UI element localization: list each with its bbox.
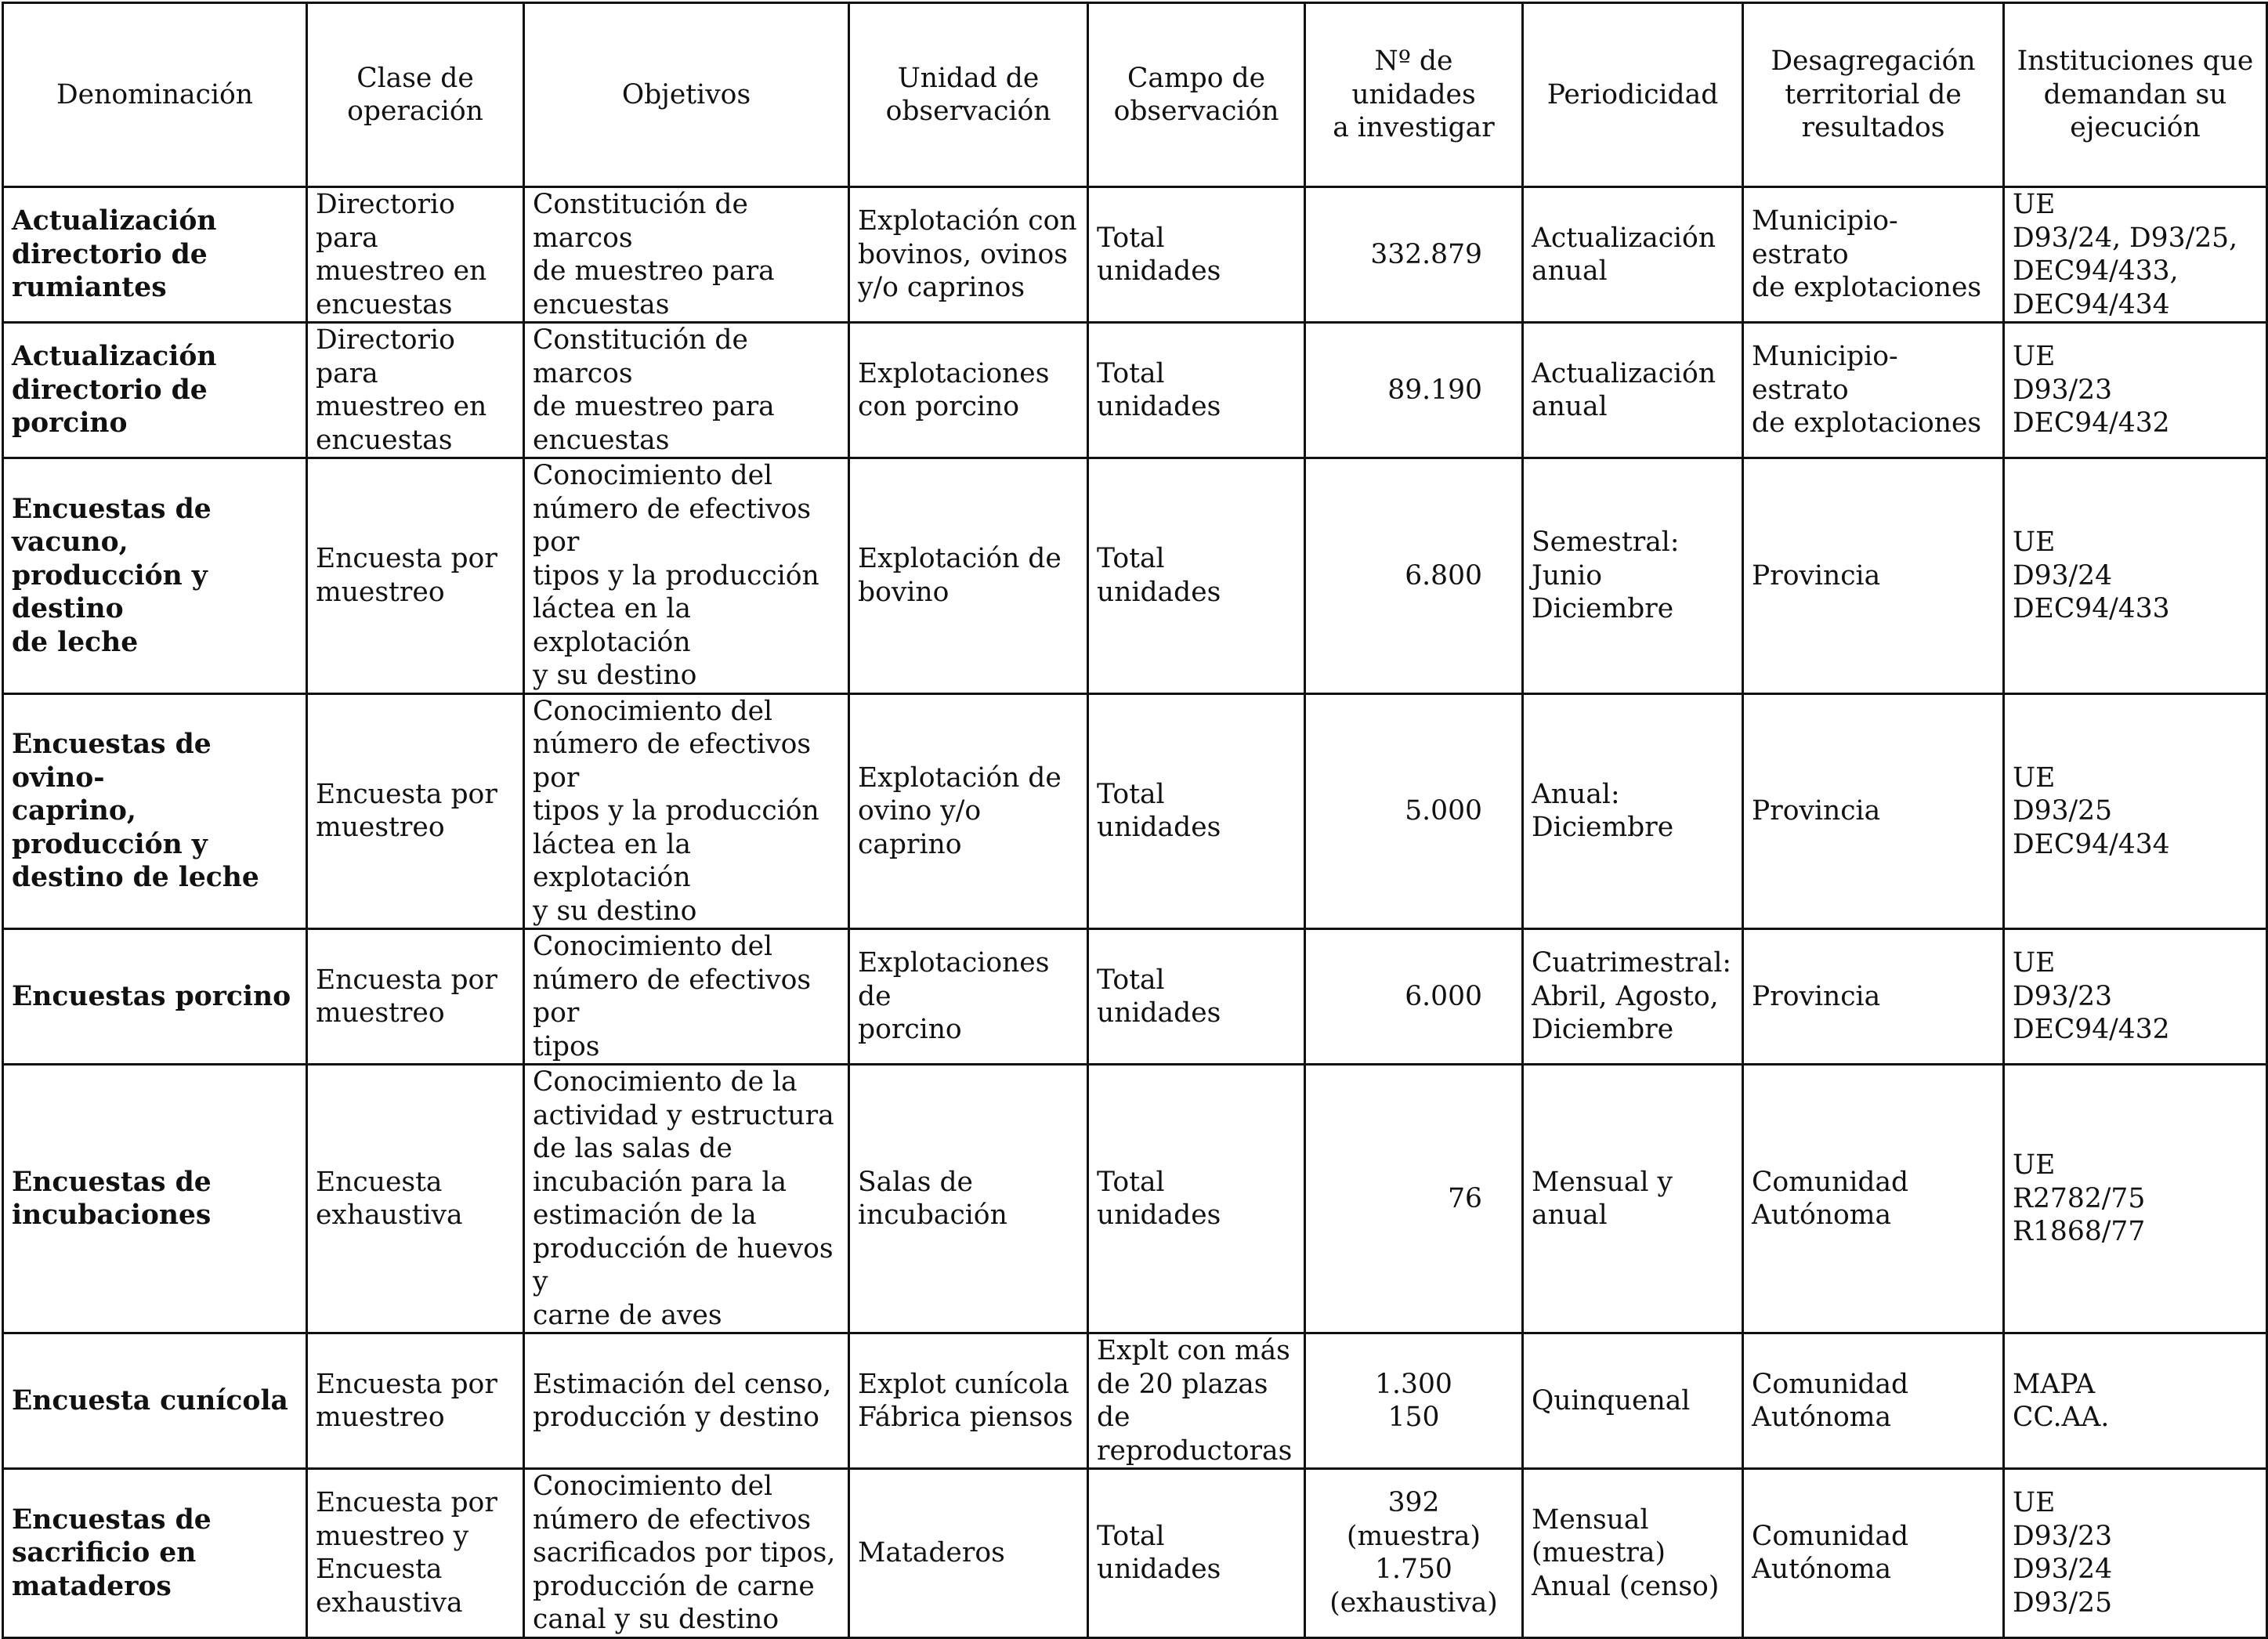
cell-numero: 332.879 [1305, 187, 1523, 323]
cell-clase: Encuesta por muestreo y Encuesta exhaustiva [307, 1469, 524, 1638]
cell-objetivos: Conocimiento de la actividad y estructura de las salas de incubación para la estimación de la producción de huevos y carne de aves [524, 1065, 849, 1333]
cell-denominacion: Encuestas porcino [3, 929, 307, 1065]
cell-desagregacion: Comunidad Autónoma [1743, 1469, 2004, 1638]
table-row [3, 458, 2267, 694]
cell-denominacion: Encuestas de sacrificio en mataderos [3, 1469, 307, 1638]
cell-desagregacion: Comunidad Autónoma [1743, 1333, 2004, 1469]
header-unidad: Unidad de observación [849, 3, 1088, 187]
cell-denominacion: Actualización directorio de porcino [3, 323, 307, 458]
cell-objetivos: Constitución de marcos de muestreo para encuestas [524, 323, 849, 458]
cell-desagregacion: Municipio-estrato de explotaciones [1743, 323, 2004, 458]
cell-instituciones: MAPA CC.AA. [2004, 1333, 2267, 1469]
header-denominacion: Denominación [3, 3, 307, 187]
cell-objetivos: Constitución de marcos de muestreo para encuestas [524, 187, 849, 323]
cell-campo: Total unidades [1088, 458, 1305, 694]
cell-numero: 6.000 [1305, 929, 1523, 1065]
cell-objetivos: Conocimiento del número de efectivos por tipos y la producción láctea en la explotación y su destino [524, 693, 849, 929]
cell-desagregacion: Provincia [1743, 693, 2004, 929]
cell-denominacion: Encuestas de incubaciones [3, 1065, 307, 1333]
cell-clase: Encuesta exhaustiva [307, 1065, 524, 1333]
cell-unidad: Explotaciones con porcino [849, 323, 1088, 458]
cell-objetivos: Estimación del censo, producción y destino [524, 1333, 849, 1469]
table-row [3, 1065, 2267, 1333]
cell-instituciones: UE D93/24 DEC94/433 [2004, 458, 2267, 694]
cell-periodicidad: Cuatrimestral: Abril, Agosto, Diciembre [1523, 929, 1743, 1065]
cell-unidad: Explotación de bovino [849, 458, 1088, 694]
header-numero: Nº de unidades a investigar [1305, 3, 1523, 187]
table-row [3, 323, 2267, 458]
cell-objetivos: Conocimiento del número de efectivos por tipos y la producción láctea en la explotación y su destino [524, 458, 849, 694]
table-row [3, 187, 2267, 323]
cell-unidad: Salas de incubación [849, 1065, 1088, 1333]
cell-clase: Encuesta por muestreo [307, 693, 524, 929]
header-instituciones: Instituciones que demandan su ejecución [2004, 3, 2267, 187]
cell-instituciones: UE D93/24, D93/25, DEC94/433, DEC94/434 [2004, 187, 2267, 323]
cell-unidad: Explotación de ovino y/o caprino [849, 693, 1088, 929]
cell-unidad: Explotación con bovinos, ovinos y/o caprinos [849, 187, 1088, 323]
cell-denominacion: Encuestas de ovino- caprino, producción y destino de leche [3, 693, 307, 929]
cell-instituciones: UE R2782/75 R1868/77 [2004, 1065, 2267, 1333]
cell-desagregacion: Municipio-estrato de explotaciones [1743, 187, 2004, 323]
cell-campo: Total unidades [1088, 323, 1305, 458]
cell-numero: 6.800 [1305, 458, 1523, 694]
cell-periodicidad: Mensual y anual [1523, 1065, 1743, 1333]
cell-campo: Total unidades [1088, 1469, 1305, 1638]
table-row [3, 1333, 2267, 1469]
statistics-operations-table [2, 2, 2268, 1639]
cell-periodicidad: Actualización anual [1523, 323, 1743, 458]
cell-clase: Directorio para muestreo en encuestas [307, 187, 524, 323]
cell-desagregacion: Provincia [1743, 929, 2004, 1065]
cell-campo: Total unidades [1088, 1065, 1305, 1333]
cell-unidad: Explotaciones de porcino [849, 929, 1088, 1065]
cell-desagregacion: Comunidad Autónoma [1743, 1065, 2004, 1333]
cell-unidad: Explot cunícola Fábrica piensos [849, 1333, 1088, 1469]
header-periodicidad: Periodicidad [1523, 3, 1743, 187]
header-objetivos: Objetivos [524, 3, 849, 187]
header-campo: Campo de observación [1088, 3, 1305, 187]
cell-campo: Total unidades [1088, 187, 1305, 323]
cell-instituciones: UE D93/25 DEC94/434 [2004, 693, 2267, 929]
cell-desagregacion: Provincia [1743, 458, 2004, 694]
cell-instituciones: UE D93/23 D93/24 D93/25 [2004, 1469, 2267, 1638]
cell-campo: Total unidades [1088, 929, 1305, 1065]
cell-periodicidad: Actualización anual [1523, 187, 1743, 323]
cell-clase: Encuesta por muestreo [307, 458, 524, 694]
cell-denominacion: Encuesta cunícola [3, 1333, 307, 1469]
cell-numero: 1.300 150 [1305, 1333, 1523, 1469]
cell-objetivos: Conocimiento del número de efectivos por tipos [524, 929, 849, 1065]
cell-periodicidad: Quinquenal [1523, 1333, 1743, 1469]
header-desagregacion: Desagregación territorial de resultados [1743, 3, 2004, 187]
cell-unidad: Mataderos [849, 1469, 1088, 1638]
cell-denominacion: Actualización directorio de rumiantes [3, 187, 307, 323]
cell-periodicidad: Mensual (muestra) Anual (censo) [1523, 1469, 1743, 1638]
table-row [3, 693, 2267, 929]
cell-clase: Directorio para muestreo en encuestas [307, 323, 524, 458]
cell-clase: Encuesta por muestreo [307, 929, 524, 1065]
cell-instituciones: UE D93/23 DEC94/432 [2004, 323, 2267, 458]
cell-objetivos: Conocimiento del número de efectivos sacrificados por tipos, producción de carne canal y su destino [524, 1469, 849, 1638]
cell-numero: 89.190 [1305, 323, 1523, 458]
cell-periodicidad: Anual: Diciembre [1523, 693, 1743, 929]
cell-campo: Explt con más de 20 plazas de reproductoras [1088, 1333, 1305, 1469]
cell-periodicidad: Semestral: Junio Diciembre [1523, 458, 1743, 694]
header-clase: Clase de operación [307, 3, 524, 187]
cell-numero: 76 [1305, 1065, 1523, 1333]
cell-numero: 5.000 [1305, 693, 1523, 929]
cell-campo: Total unidades [1088, 693, 1305, 929]
cell-numero: 392 (muestra) 1.750 (exhaustiva) [1305, 1469, 1523, 1638]
cell-instituciones: UE D93/23 DEC94/432 [2004, 929, 2267, 1065]
cell-clase: Encuesta por muestreo [307, 1333, 524, 1469]
table-row [3, 929, 2267, 1065]
table-row [3, 1469, 2267, 1638]
header-row [3, 3, 2267, 187]
cell-denominacion: Encuestas de vacuno, producción y destino de leche [3, 458, 307, 694]
